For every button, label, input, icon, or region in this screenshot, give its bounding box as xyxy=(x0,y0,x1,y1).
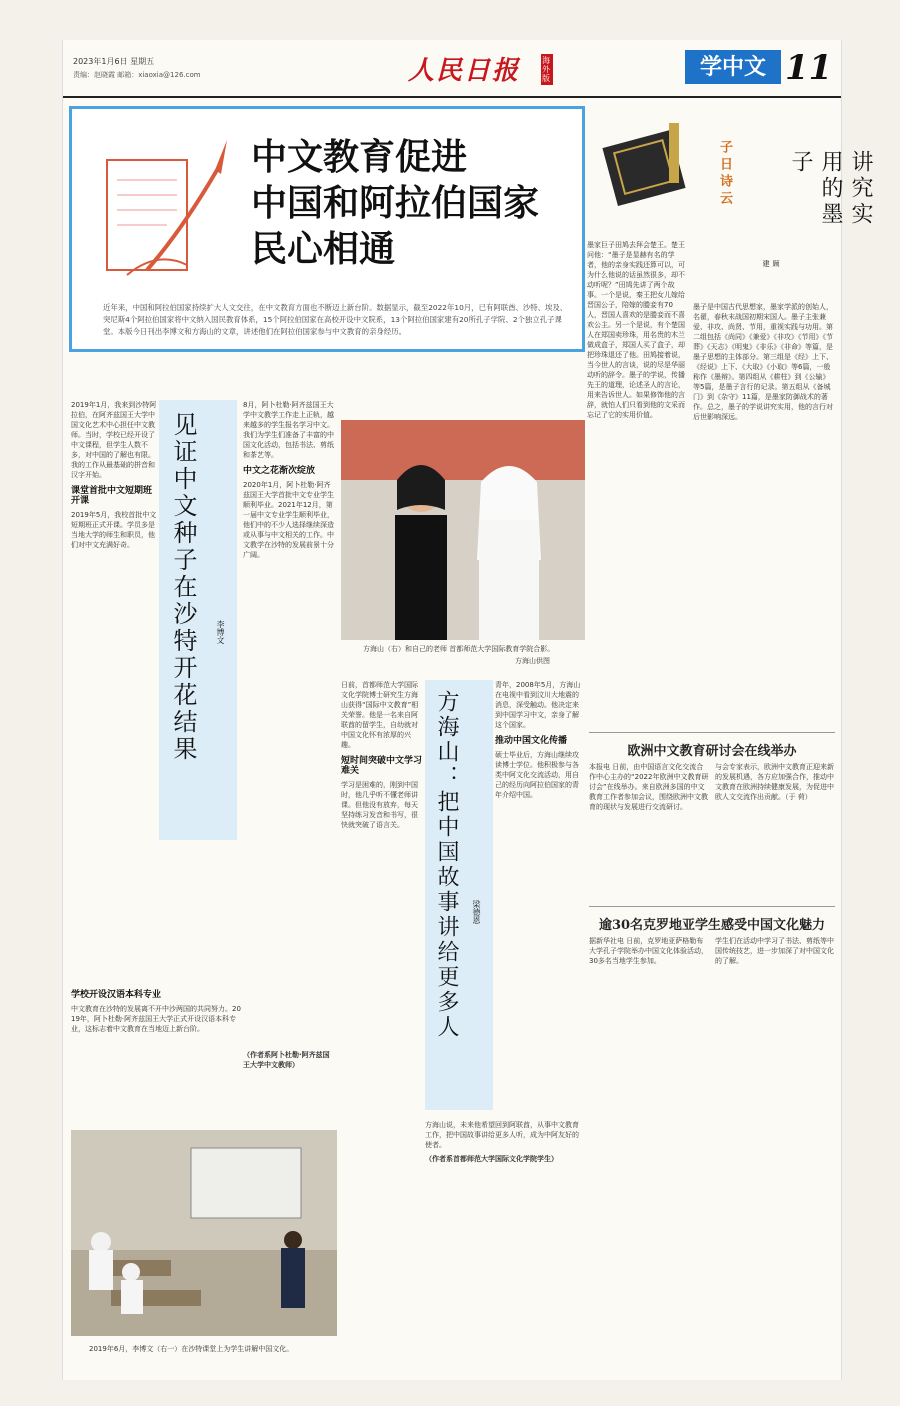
headline-line-2: 中国和阿拉伯国家 xyxy=(251,182,540,224)
ink-feature-author: 顾 建 xyxy=(762,260,780,267)
news1-title: 欧洲中文教育研讨会在线举办 xyxy=(627,744,797,759)
divider xyxy=(589,906,835,907)
news1-body-col1: 本报电 日前，由中国语言文化交流合作中心主办的“2022年欧洲中文教育研讨会”在线举办。来自欧洲多国的中文教育工作者参加会议，围绕欧洲中文教育的现状与发展进行交流研讨。 xyxy=(589,763,709,811)
article2-para: 硕士毕业后，方海山继续攻读博士学位。他积极参与各类中阿文化交流活动，用自己的经历向阿拉伯国家的青年介绍中国。 xyxy=(495,751,579,799)
article1-para: 中文教育在沙特的发展离不开中沙两国的共同努力。2019年，阿卜杜勒·阿齐兹国王大学正式开设汉语本科专业，这标志着中文教育在当地迈上新台阶。 xyxy=(71,1005,241,1033)
classroom-photo-caption: 2019年6月，李博文（右一）在沙特课堂上为学生讲解中国文化。 xyxy=(89,1345,294,1353)
article2-byline: （作者系首都师范大学国际文化学院学生） xyxy=(425,1155,558,1163)
divider xyxy=(589,732,835,733)
newspaper-logo: 人民日报 xyxy=(408,56,521,86)
ink-feature-title: 讲究实用的墨子 xyxy=(788,150,873,228)
article2-body-col2 xyxy=(495,680,585,1120)
article2-body-col1 xyxy=(341,680,423,1340)
article1-subhead: 中文之花渐次绽放 xyxy=(243,466,316,476)
editor-line: 责编：赵晓霞 邮箱：xiaoxia@126.com xyxy=(73,71,201,79)
headline-line-3: 民心相通 xyxy=(251,228,396,270)
page-number: 11 xyxy=(785,48,833,88)
headline-line-1: 中文教育促进 xyxy=(251,136,468,178)
ink-feature-body-col2: 墨子是中国古代思想家，墨家学派的创始人，名翟，春秋末战国初期宋国人。墨子主张兼爱、非攻、尚贤、节用，重视实践与功用。第二组包括《尚同》《兼爱》《非攻》《节用》《节葬》《天志》《明鬼》《非乐》《非命》等篇，是墨子思想的主体部分。第三组是《经》上下、《经说》上下、《大取》《小取》等6篇，一般称作《墨辩》。第四组从《耕柱》到《公输》等5篇，是墨子言行的记录。第五组从《备城门》到《杂守》11篇，是墨家防御战术的著作。总之，墨子的学说讲究实用，他的言行对后世影响深远。 xyxy=(693,303,833,421)
ink-feature-header xyxy=(593,110,873,267)
article2-subhead: 短时间突破中文学习难关 xyxy=(341,756,423,776)
news2-title: 逾30名克罗地亚学生感受中国文化魅力 xyxy=(598,918,826,933)
portrait-photo-caption: 方海山（右）和自己的老师 首都师范大学国际教育学院合影。 xyxy=(363,645,555,653)
article1-subhead: 学校开设汉语本科专业 xyxy=(71,990,162,1000)
ink-stick-illustration xyxy=(599,118,709,213)
article1-para: 2019年5月，我校首批中文短期班正式开课。学员多是当地大学的师生和职员，他们对中文充满好奇。 xyxy=(71,511,157,549)
news2-body-col1: 据新华社电 日前，克罗地亚萨格勒布大学孔子学院举办中国文化体验活动，30多名当地学生参加。 xyxy=(589,937,708,965)
issue-date: 2023年1月6日 星期五 xyxy=(73,57,155,66)
news2-body-col2: 学生们在活动中学习了书法、剪纸等中国传统技艺，进一步加深了对中国文化的了解。 xyxy=(715,937,834,965)
article2-para: 学习是困难的，刚到中国时，他几乎听不懂老师讲课。但他没有放弃，每天坚持练习发音和书写，很快就突破了语言关。 xyxy=(341,781,418,829)
article1-para: 2019年1月，我来到沙特阿拉伯，在阿齐兹国王大学中国文化艺术中心担任中文教师。当时，学校已经开设了中文课程，但学生人数不多，对中国的了解也有限。我的工作从最基础的拼音和汉字开始。 xyxy=(71,401,157,479)
ink-feature-body-col1: 墨家巨子田鸠去拜会楚王。楚王问他：“墨子是显赫有名的学者，他的亲身实践还算可以，可为什么他说的话虽然很多，却不动听呢？”田鸠先讲了两个故事。一个是说，秦王把女儿嫁给晋国公子，陪嫁的媵妾有70人，晋国人喜欢的是媵妾而不喜欢公主。另一个是说，有个楚国人在郑国卖珍珠，用名贵的木兰做成盒子，郑国人买了盒子，却把珍珠退还了他。田鸠接着说，当今世人的言谈，说的尽是华丽动听的辞令。墨子的学说，传播先王的道理，论述圣人的言论，用来告诉世人。如果修饰他的言辞，就怕人们只看到他的文采而忘记了它的实用价值。 xyxy=(587,241,685,419)
article1-body-col2 xyxy=(243,400,335,900)
newspaper-page xyxy=(62,40,873,1380)
article2-subhead: 推动中国文化传播 xyxy=(495,736,568,746)
article1-subhead: 课堂首批中文短期班开课 xyxy=(71,486,153,506)
portrait-photo xyxy=(341,420,585,640)
article1-body-col3 xyxy=(71,984,241,1114)
article1-para: 8月，阿卜杜勒·阿齐兹国王大学中文教学工作走上正轨，越来越多的学生报名学习中文。我们为学生们准备了丰富的中国文化活动，包括书法、剪纸和茶艺等。 xyxy=(243,401,334,459)
article1-para: 2020年1月，阿卜杜勒·阿齐兹国王大学首批中文专业学生顺利毕业。2021年12月，第一届中文专业学生顺利毕业，他们中的不少人选择继续深造或从事与中文相关的工作。中文教学在沙特的发展前景十分广阔。 xyxy=(243,481,334,559)
calligraphy-brush-illustration xyxy=(87,130,237,290)
section-name: 学中文 xyxy=(685,50,781,84)
article2-para: 青年，2008年5月，方海山在电视中看到汶川大地震的消息，深受触动。他决定来到中国学习中文，亲身了解这个国家。 xyxy=(495,681,581,729)
article1-byline: （作者系阿卜杜勒·阿齐兹国王大学中文教师） xyxy=(243,1051,330,1069)
classroom-scene xyxy=(71,1130,337,1336)
article1-body-col1 xyxy=(71,400,157,980)
edition-badge: 海外版 xyxy=(541,54,553,85)
classroom-photo xyxy=(71,1130,337,1336)
article2-body-col3 xyxy=(425,1120,585,1370)
article2-author: 梁德恩 xyxy=(472,900,481,924)
main-headline xyxy=(251,134,581,272)
article2-para: 方海山说，未来他希望回到阿联酋，从事中文教育工作，把中国故事讲给更多人听，成为中阿友好的使者。 xyxy=(425,1121,579,1149)
article1-author: 李博文 xyxy=(216,620,225,644)
article1-title: 见证中文种子在沙特开花结果 xyxy=(169,412,197,763)
column-name: 子日诗云 xyxy=(717,140,732,208)
portrait-scene xyxy=(341,420,585,640)
news1-body-col2: 与会专家表示，欧洲中文教育正迎来新的发展机遇，各方应加强合作，推动中文教育在欧洲持续健康发展，为促进中欧人文交流作出贡献。（于 荷） xyxy=(715,763,834,801)
article2-para: 日前，首都师范大学国际文化学院博士研究生方海山获得“国际中文教育”相关荣誉。他是一名来自阿联酋的留学生，自幼就对中国文化怀有浓厚的兴趣。 xyxy=(341,681,419,749)
headline-intro: 近年来，中国和阿拉伯国家持续扩大人文交往，在中文教育方面也不断迈上新台阶。数据显示，截至2022年10月，已有阿联酋、沙特、埃及、突尼斯4个阿拉伯国家将中文纳入国民教育体系，15个阿拉伯国家在高校开设中文院系，13个阿拉伯国家建有20所孔子学院、2个独立孔子课堂。本版今日刊出李博文和方海山的文章，讲述他们在阿拉伯国家参与中文教育的亲身经历。 xyxy=(103,303,568,336)
article2-title: 方海山：把中国故事讲给更多人 xyxy=(434,690,459,1040)
portrait-photo-credit: 方海山供图 xyxy=(515,657,550,665)
masthead-rule xyxy=(63,96,841,98)
